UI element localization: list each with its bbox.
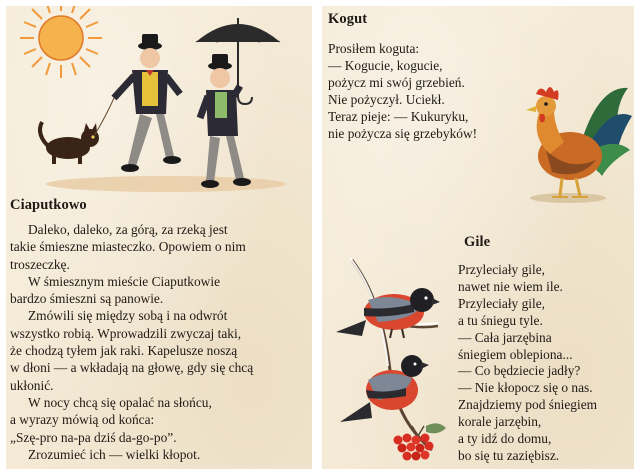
poem-line: — Cała jarzębina [458, 329, 552, 345]
text-line: w dłoni — a wkładają na głowę, gdy się chcą [10, 360, 254, 376]
text-line: „Szę-pro na-pa dziś da-go-po”. [10, 429, 177, 445]
poem-line: Znajdziemy pod śniegiem [458, 397, 598, 413]
ciaputkowo-title: Ciaputkowo [10, 197, 87, 213]
right-page [322, 6, 634, 469]
text-line: Zrozumieć ich — wielki kłopot. [28, 446, 201, 462]
poem-line: Przyleciały gile, [458, 262, 546, 277]
text-line: a wyrazy mówią od końca: [10, 412, 155, 428]
gile-title: Gile [464, 234, 491, 250]
cat-icon [40, 122, 99, 164]
bullfinches-illustration [322, 250, 457, 469]
rowan-berries-icon [394, 423, 447, 460]
ciaputkowo-text [10, 221, 253, 463]
poem-line: śniegiem oblepiona... [458, 346, 573, 362]
text-line: wszystko robią. Wprowadzili zwyczaj taki, [10, 325, 242, 341]
poem-line: Nie pożyczył. Uciekł. [328, 91, 445, 107]
poem-line: pożycz mi swój grzebień. [328, 74, 465, 90]
text-line: Zmówili się między sobą i na odwrót [28, 308, 228, 324]
rooster-icon [518, 76, 634, 206]
ciaputkowo-illustration [6, 6, 312, 196]
poem-line: a ty idź do domu, [458, 431, 552, 447]
text-line: W nocy chcą się opalać na słońcu, [28, 394, 212, 410]
sun-icon [20, 6, 102, 78]
poem-line: nawet nie wiem ile. [458, 278, 563, 294]
poem-line: a tu śniegu tyle. [458, 312, 543, 328]
text-line: ukłonić. [10, 377, 54, 393]
kogut-title: Kogut [328, 11, 368, 27]
poem-line: Przyleciały gile, [458, 295, 546, 311]
rooster-illustration [518, 76, 634, 206]
poem-line: — Co będziecie jadły? [458, 363, 581, 379]
text-line: troszeczkę. [10, 256, 70, 272]
text-line: Daleko, daleko, za górą, za rzeką jest [28, 222, 228, 237]
poem-line: korale jarzębin, [458, 414, 542, 430]
bullfinch-icon [340, 355, 429, 422]
text-line: takie śmieszne miasteczko. Opowiem o nim [10, 239, 246, 255]
left-page [6, 6, 312, 469]
text-line: że chodzą tyłem jak raki. Kapelusze noszą [10, 343, 238, 359]
poem-line: Teraz pieje: — Kukuryku, [328, 108, 469, 124]
poem-line: bo się tu zaziębisz. [458, 447, 560, 463]
poem-line: nie pożycza się grzebyków! [328, 125, 478, 141]
kogut-poem [328, 41, 477, 142]
text-line: W śmiesznym mieście Ciaputkowie [28, 273, 221, 289]
text-line: bardzo śmieszni są panowie. [10, 291, 164, 307]
poem-line: — Nie kłopocz się o nas. [458, 380, 593, 396]
gile-poem [458, 262, 597, 465]
poem-line: Prosiłem koguta: [328, 41, 420, 56]
poem-line: — Kogucie, kogucie, [328, 57, 443, 73]
bullfinch-icon [336, 288, 440, 338]
